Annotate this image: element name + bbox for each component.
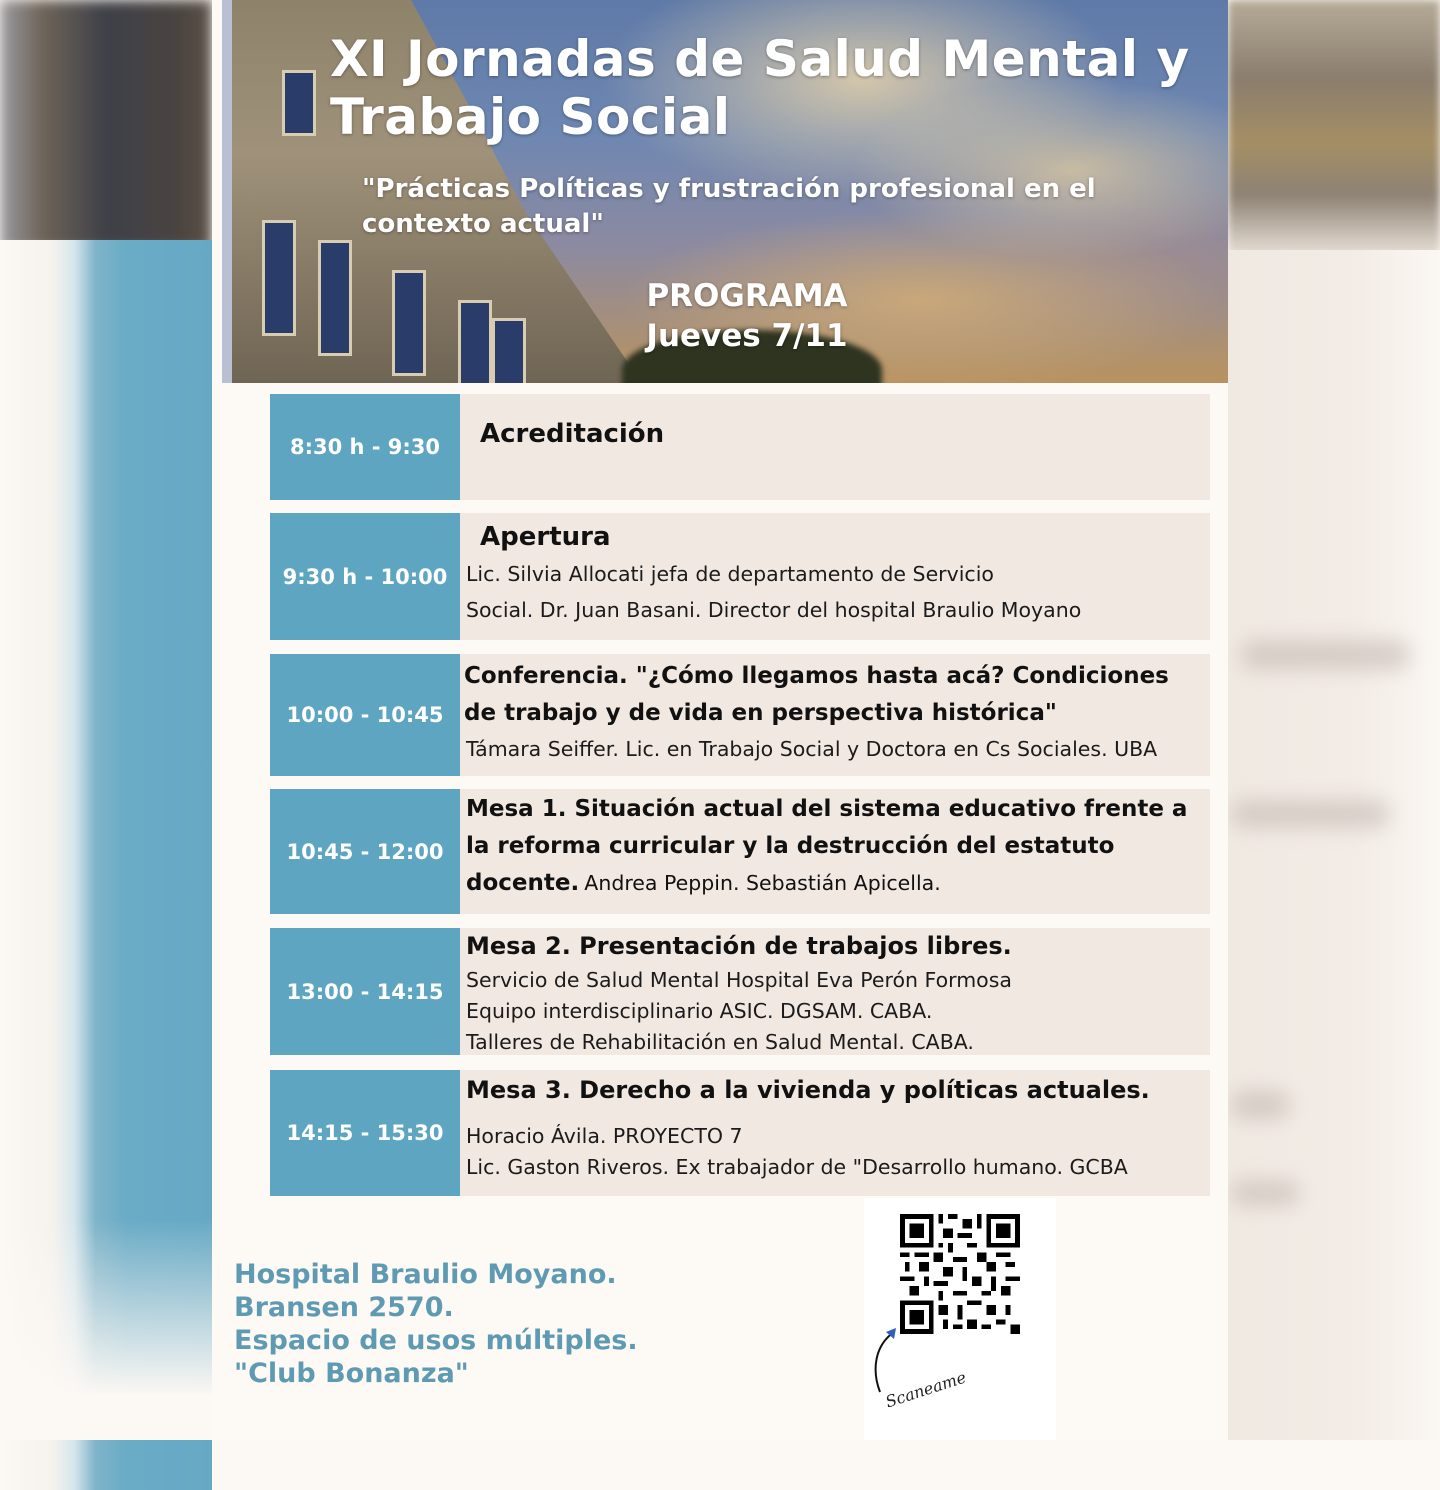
time-slot: 9:30 h - 10:00 — [270, 513, 460, 640]
schedule-row — [270, 789, 1210, 914]
program-date: Jueves 7/11 — [646, 318, 848, 354]
session-content — [460, 789, 1210, 914]
session-title: Acreditación — [480, 419, 665, 449]
venue-line: Hospital Braulio Moyano. — [234, 1259, 617, 1290]
title-line-2: Trabajo Social — [330, 88, 731, 146]
venue-line: "Club Bonanza" — [234, 1358, 469, 1389]
time-slot: 10:45 - 12:00 — [270, 789, 460, 914]
session-title: Mesa 2. Presentación de trabajos libres. — [466, 932, 1012, 960]
qr-code-icon[interactable] — [900, 1214, 1020, 1334]
speaker-line: Lic. Silvia Allocati jefa de departamento de Servicio — [466, 562, 994, 586]
subtitle-line-2: contexto actual" — [362, 209, 604, 239]
event-subtitle — [362, 172, 1142, 242]
time-slot: 14:15 - 15:30 — [270, 1070, 460, 1196]
window — [492, 318, 526, 383]
session-content — [460, 1070, 1210, 1196]
blurred-smudge — [1230, 1090, 1290, 1120]
window — [318, 240, 352, 356]
venue-line: Espacio de usos múltiples. — [234, 1325, 638, 1356]
session-title: Apertura — [480, 522, 611, 552]
schedule-row — [270, 394, 1210, 500]
time-slot: 8:30 h - 9:30 — [270, 394, 460, 500]
time-slot: 10:00 - 10:45 — [270, 654, 460, 776]
schedule-row — [270, 928, 1210, 1055]
qr-card — [864, 1198, 1056, 1440]
session-title: Conferencia. "¿Cómo llegamos hasta acá? Condiciones de trabajo y de vida en perspectiva histórica" — [464, 663, 1169, 726]
curved-arrow-icon — [868, 1326, 908, 1396]
window — [282, 70, 316, 136]
window — [392, 270, 426, 376]
blurred-smudge — [1240, 640, 1410, 670]
session-content — [460, 394, 1210, 500]
speaker-line: Lic. Gaston Riveros. Ex trabajador de "Desarrollo humano. GCBA — [466, 1155, 1128, 1179]
schedule-row — [270, 513, 1210, 640]
time-slot: 13:00 - 14:15 — [270, 928, 460, 1055]
participant-line: Equipo interdisciplinario ASIC. DGSAM. CABA. — [466, 999, 933, 1023]
subtitle-line-1: "Prácticas Políticas y frustración profesional en el — [362, 174, 1096, 204]
hero-banner — [222, 0, 1228, 383]
speaker-line: Horacio Ávila. PROYECTO 7 — [466, 1124, 743, 1148]
session-title: Mesa 1. Situación actual del sistema educativo frente a la reforma curricular y la destrucción del estatuto docente. — [466, 796, 1188, 896]
participant-line: Talleres de Rehabilitación en Salud Mental. CABA. — [466, 1030, 974, 1054]
hero-edge-strip — [222, 0, 232, 383]
window — [262, 220, 296, 336]
speakers-inline: Andrea Peppin. Sebastián Apicella. — [584, 871, 941, 895]
schedule-row — [270, 1070, 1210, 1196]
blurred-background-right-top — [1228, 0, 1440, 260]
participant-line: Servicio de Salud Mental Hospital Eva Perón Formosa — [466, 968, 1012, 992]
session-title: Mesa 3. Derecho a la vivienda y políticas actuales. — [466, 1076, 1150, 1104]
program-heading — [522, 276, 972, 356]
scan-label: Scaneame — [883, 1367, 969, 1412]
blurred-background-left-top — [0, 0, 212, 250]
venue-info — [234, 1258, 638, 1390]
blurred-background-left-fade — [0, 1220, 212, 1440]
speaker-line: Támara Seiffer. Lic. en Trabajo Social y Doctora en Cs Sociales. UBA — [466, 737, 1158, 761]
event-title — [330, 30, 1210, 146]
window — [458, 300, 492, 383]
program-label: PROGRAMA — [646, 278, 848, 314]
session-content — [460, 654, 1210, 776]
session-content — [460, 513, 1210, 640]
speaker-line: Social. Dr. Juan Basani. Director del hospital Braulio Moyano — [466, 598, 1082, 622]
session-content — [460, 928, 1210, 1055]
event-poster — [212, 0, 1228, 1440]
venue-line: Bransen 2570. — [234, 1292, 454, 1323]
schedule-row — [270, 654, 1210, 776]
title-line-1: XI Jornadas de Salud Mental y — [330, 30, 1190, 88]
blurred-background-right — [1228, 250, 1440, 1440]
blurred-smudge — [1230, 800, 1390, 828]
blurred-smudge — [1230, 1180, 1300, 1206]
